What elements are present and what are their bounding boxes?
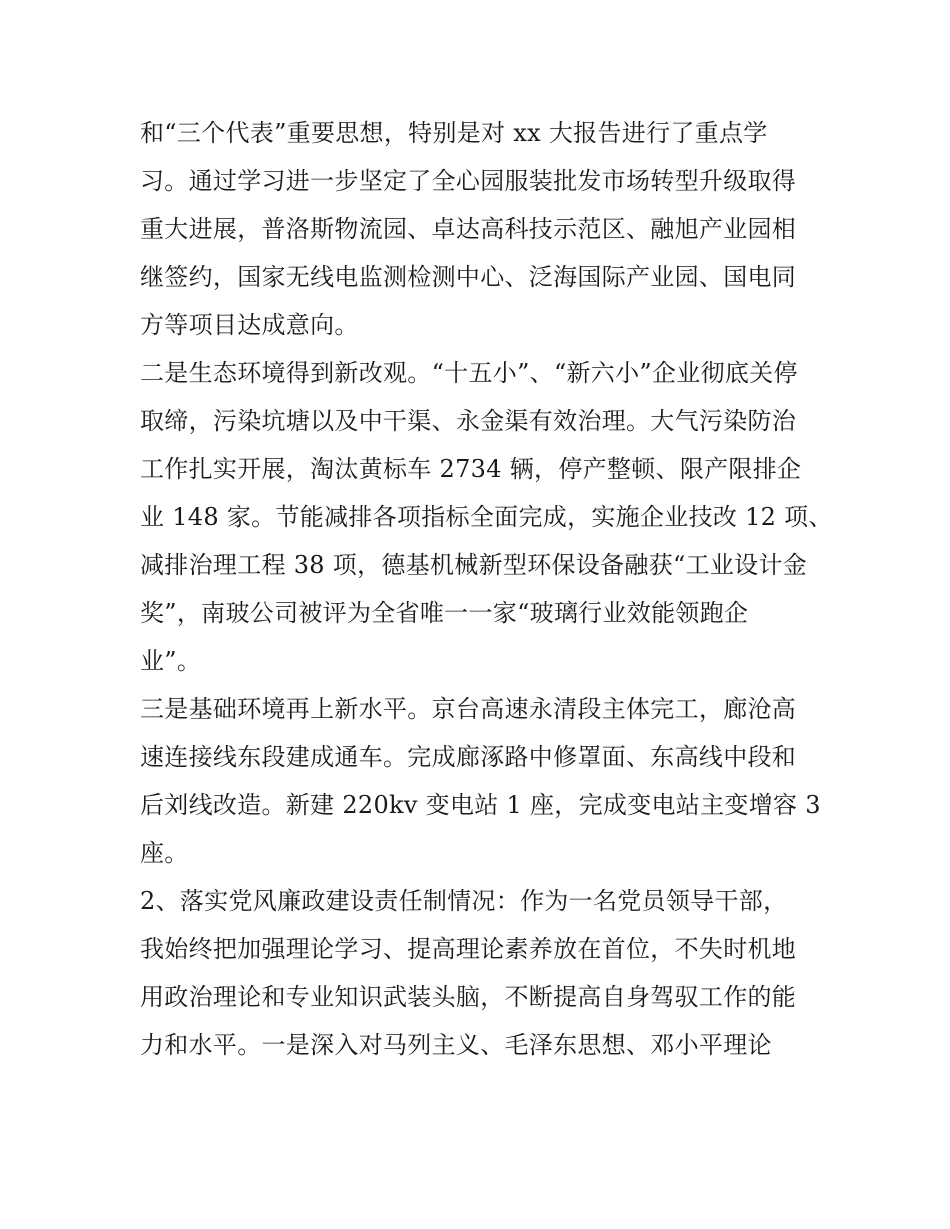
- text-line: 继签约，国家无线电监测检测中心、泛海国际产业园、国电同: [140, 263, 797, 291]
- text-line: 奖”，南玻公司被评为全省唯一一家“玻璃行业效能领跑企: [140, 599, 749, 627]
- text-line: 业 148 家。节能减排各项指标全面完成，实施企业技改 12 项、: [140, 503, 833, 531]
- text-line: 业”。: [140, 647, 202, 675]
- text-line: 速连接线东段建成通车。完成廊涿路中修罩面、东高线中段和: [140, 743, 797, 771]
- text-line: 和“三个代表”重要思想，特别是对 xx 大报告进行了重点学: [140, 119, 768, 147]
- text-line: 座。: [140, 839, 189, 867]
- text-line: 取缔，污染坑塘以及中干渠、永金渠有效治理。大气污染防治: [140, 407, 797, 435]
- text-line: 习。通过学习进一步坚定了全心园服装批发市场转型升级取得: [140, 167, 797, 195]
- text-line: 用政治理论和专业知识武装头脑，不断提高自身驾驭工作的能: [140, 983, 797, 1011]
- text-line: 我始终把加强理论学习、提高理论素养放在首位，不失时机地: [140, 935, 797, 963]
- text-line: 三是基础环境再上新水平。京台高速永清段主体完工，廊沧高: [140, 695, 797, 723]
- text-line: 减排治理工程 38 项，德基机械新型环保设备融获“工业设计金: [140, 551, 808, 579]
- text-line: 后刘线改造。新建 220kv 变电站 1 座，完成变电站主变增容 3: [140, 791, 821, 819]
- text-line: 2、落实党风廉政建设责任制情况：作为一名党员领导干部，: [140, 887, 788, 915]
- text-line: 方等项目达成意向。: [140, 311, 359, 339]
- text-line: 力和水平。一是深入对马列主义、毛泽东思想、邓小平理论: [140, 1031, 772, 1059]
- text-line: 工作扎实开展，淘汰黄标车 2734 辆，停产整顿、限产限排企: [140, 455, 802, 483]
- body-text: [140, 109, 833, 1069]
- text-line: 重大进展，普洛斯物流园、卓达高科技示范区、融旭产业园相: [140, 215, 797, 243]
- text-line: 二是生态环境得到新改观。“十五小”、“新六小”企业彻底关停: [140, 359, 798, 387]
